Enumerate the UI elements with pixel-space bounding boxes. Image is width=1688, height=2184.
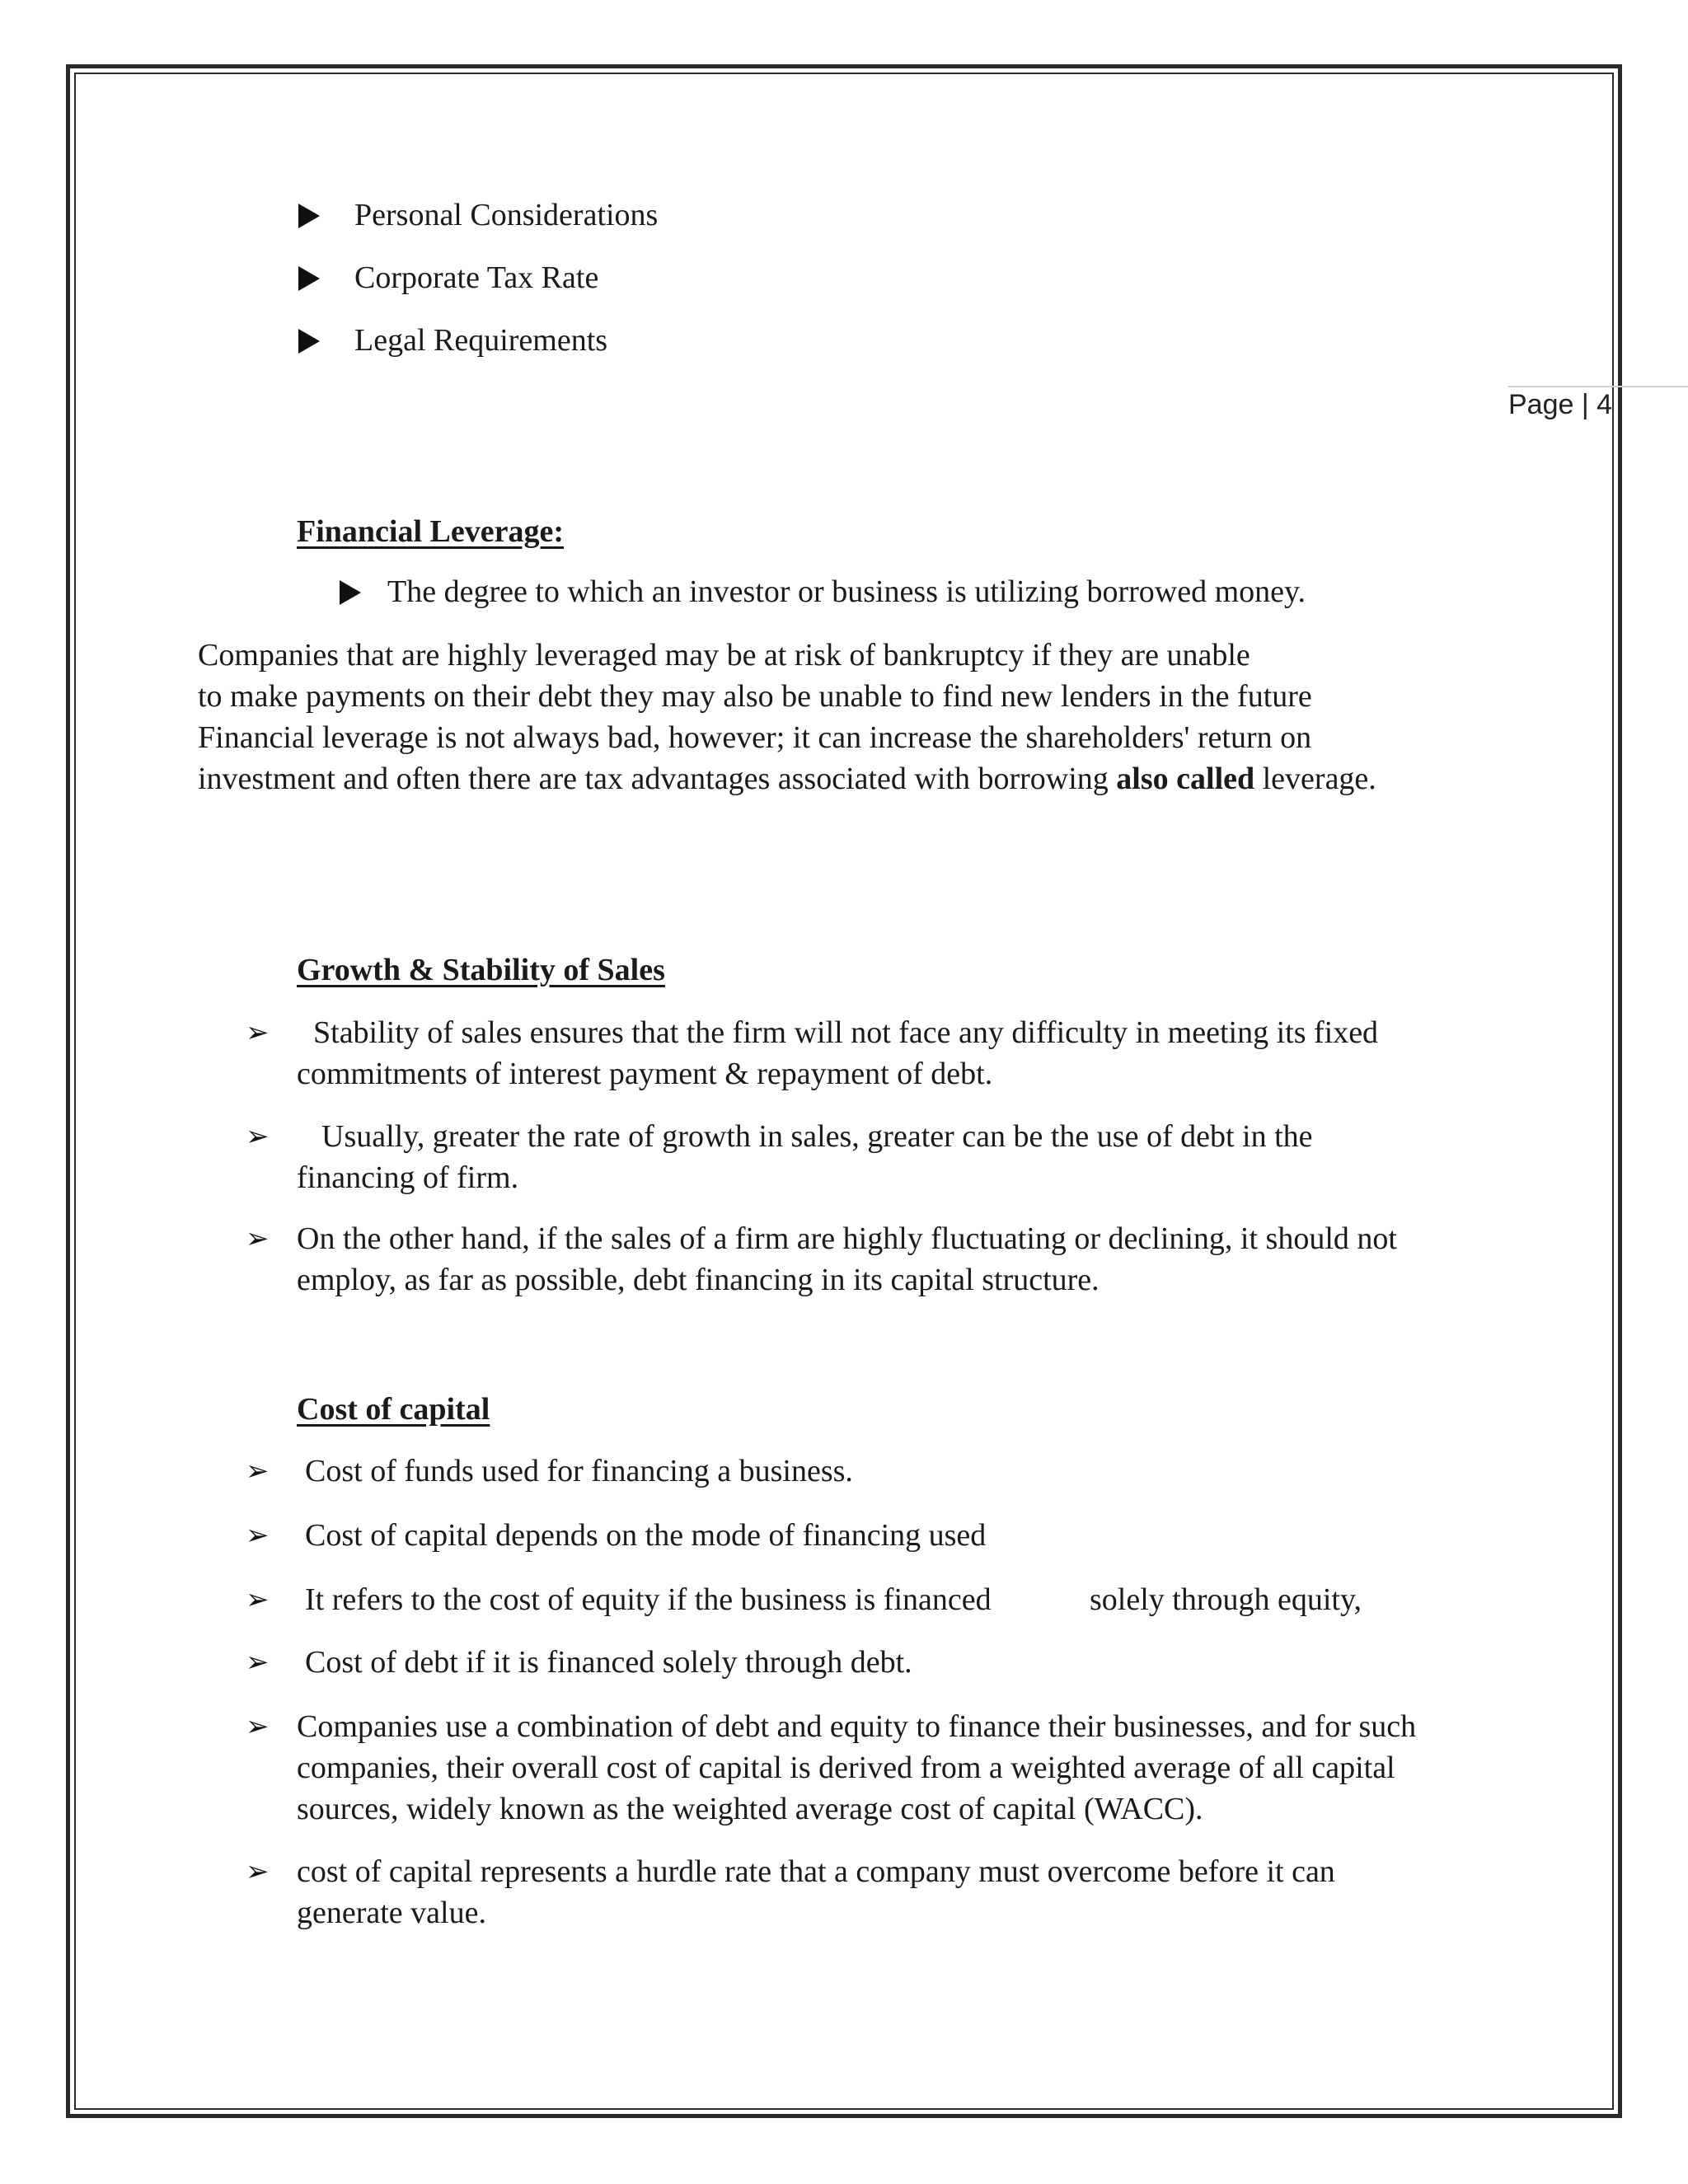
cost-bullet-6-line-1: cost of capital represents a hurdle rate that a company must overcome before it can xyxy=(297,1854,1335,1889)
cost-bullet-1: Cost of funds used for financing a business. xyxy=(305,1454,853,1488)
cost-bullet-5-line-2: companies, their overall cost of capital is derived from a weighted average of all capital xyxy=(297,1750,1395,1785)
cost-bullet-5-line-3: sources, widely known as the weighted average cost of capital (WACC). xyxy=(297,1792,1203,1826)
growth-bullet-2-line-2: financing of firm. xyxy=(297,1160,519,1195)
financial-leverage-para-line-2: to make payments on their debt they may also be unable to find new lenders in the future xyxy=(198,679,1312,714)
page-number-rule xyxy=(1508,386,1688,387)
growth-bullet-1-line-1: Stability of sales ensures that the firm will not face any difficulty in meeting its fixed xyxy=(313,1015,1379,1050)
arrowhead-right-icon: ➢ xyxy=(246,1016,270,1049)
triangle-right-icon xyxy=(298,329,320,354)
arrowhead-right-icon: ➢ xyxy=(246,1120,270,1153)
arrowhead-right-icon: ➢ xyxy=(246,1222,270,1255)
cost-bullet-3-part-2: solely through equity, xyxy=(1090,1582,1362,1617)
triangle-right-icon xyxy=(298,266,320,291)
cost-bullet-6-line-2: generate value. xyxy=(297,1896,486,1930)
cost-bullet-4: Cost of debt if it is financed solely through debt. xyxy=(305,1645,912,1680)
cost-bullet-3-part-1: It refers to the cost of equity if the business is financed xyxy=(305,1582,992,1617)
bold-phrase: also called xyxy=(1116,762,1255,796)
financial-leverage-para-line-3: Financial leverage is not always bad, however; it can increase the shareholders' return on xyxy=(198,720,1312,755)
heading-financial-leverage: Financial Leverage: xyxy=(297,514,564,549)
financial-leverage-bullet: The degree to which an investor or business is utilizing borrowed money. xyxy=(387,574,1306,609)
triangle-right-icon xyxy=(298,204,320,228)
arrowhead-right-icon: ➢ xyxy=(246,1646,270,1679)
arrowhead-right-icon: ➢ xyxy=(246,1519,270,1552)
heading-growth-stability: Growth & Stability of Sales xyxy=(297,953,665,987)
page-number: Page | 4 xyxy=(1508,389,1613,420)
financial-leverage-para-line-1: Companies that are highly leveraged may be at risk of bankruptcy if they are unable xyxy=(198,638,1250,673)
growth-bullet-3-line-1: On the other hand, if the sales of a firm are highly fluctuating or declining, it should not xyxy=(297,1221,1397,1256)
top-bullet-tax: Corporate Tax Rate xyxy=(354,260,599,295)
cost-bullet-5-line-1: Companies use a combination of debt and equity to finance their businesses, and for such xyxy=(297,1709,1417,1744)
arrowhead-right-icon: ➢ xyxy=(246,1583,270,1616)
financial-leverage-para-line-4: investment and often there are tax advantages associated with borrowing also called leverage. xyxy=(198,762,1376,796)
arrowhead-right-icon: ➢ xyxy=(246,1710,270,1743)
arrowhead-right-icon: ➢ xyxy=(246,1855,270,1888)
cost-bullet-2: Cost of capital depends on the mode of financing used xyxy=(305,1518,987,1553)
heading-cost-of-capital: Cost of capital xyxy=(297,1392,490,1427)
top-bullet-legal: Legal Requirements xyxy=(354,323,608,358)
growth-bullet-3-line-2: employ, as far as possible, debt financing in its capital structure. xyxy=(297,1263,1100,1297)
growth-bullet-1-line-2: commitments of interest payment & repayment of debt. xyxy=(297,1057,993,1091)
triangle-right-icon xyxy=(340,580,361,605)
arrowhead-right-icon: ➢ xyxy=(246,1455,270,1488)
growth-bullet-2-line-1: Usually, greater the rate of growth in sales, greater can be the use of debt in the xyxy=(321,1119,1313,1154)
top-bullet-personal: Personal Considerations xyxy=(354,198,659,232)
